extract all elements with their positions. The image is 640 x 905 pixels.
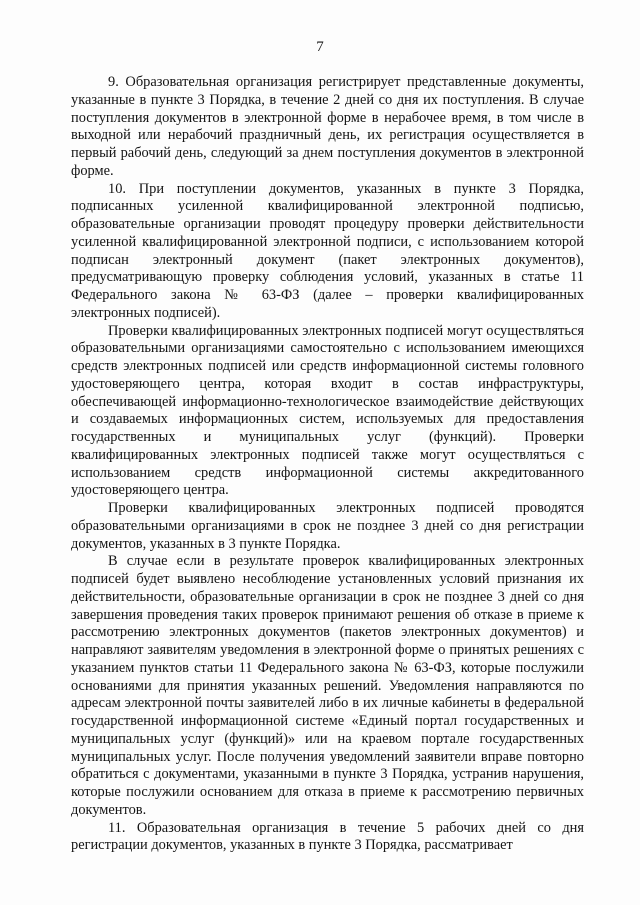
paragraph-9: 9. Образовательная организация регистрирует представленные документы, указанные в пункте 3 Порядка, в течение 2 дней со дня их поступления. В случае поступления документов в электронной форме в нерабочее время, в том числе в выходной или нерабочий праздничный день, их регистрация осуществляется в первый рабочий день, следующий за днем поступления документов в электронной форме.: [71, 74, 584, 179]
paragraph-verification-means: Проверки квалифицированных электронных подписей могут осуществляться образовательными организациями самостоятельно с использованием имеющихся средств электронных подписей или средств информационной системы головного удостоверяющего центра, которая входит в состав инфраструктуры, обеспечивающей информационно-технологическое взаимодействие действующих и создаваемых информационных систем, используемых для предоставления государственных и муниципальных услуг (функций). Проверки квалифицированных электронных подписей также могут осуществляться с использованием средств информационной системы аккредитованного удостоверяющего центра.: [71, 322, 584, 499]
page-number: 7: [316, 39, 324, 55]
document-body: [71, 74, 584, 855]
paragraph-verification-term: Проверки квалифицированных электронных подписей проводятся образовательными организациями в срок не позднее 3 дней со дня регистрации документов, указанных в 3 пункте Порядка.: [71, 500, 584, 552]
paragraph-11: 11. Образовательная организация в течение 5 рабочих дней со дня регистрации документов, указанных в пункте 3 Порядка, рассматривает: [71, 819, 584, 854]
paragraph-10: 10. При поступлении документов, указанных в пункте 3 Порядка, подписанных усиленной квалифицированной электронной подписью, образовательные организации проводят процедуру проверки действительности усиленной квалифицированной электронной подписи, с использованием которой подписан электронный документ (пакет электронных документов), предусматривающую проверку соблюдения условий, указанных в статье 11 Федерального закона № 63-ФЗ (далее – проверки квалифицированных электронных подписей).: [71, 180, 584, 321]
paragraph-refusal-notice: В случае если в результате проверок квалифицированных электронных подписей будет выявлено несоблюдение установленных условий признания их действительности, образовательные организации в срок не позднее 3 дней со дня завершения проведения таких проверок принимают решения об отказе в приеме к рассмотрению электронных документов (пакетов электронных документов) и направляют заявителям уведомления в электронной форме о принятых решениях с указанием пунктов статьи 11 Федерального закона № 63-ФЗ, которые послужили основаниями для принятия указанных решений. Уведомления направляются по адресам электронной почты заявителей либо в их личные кабинеты в федеральной государственной информационной системе «Единый портал государственных и муниципальных услуг (функций)» или на краевом портале государственных муниципальных услуг. После получения уведомлений заявители вправе повторно обратиться с документами, указанными в пункте 3 Порядка, устранив нарушения, которые послужили основанием для отказа в приеме к рассмотрению первичных документов.: [71, 553, 584, 818]
